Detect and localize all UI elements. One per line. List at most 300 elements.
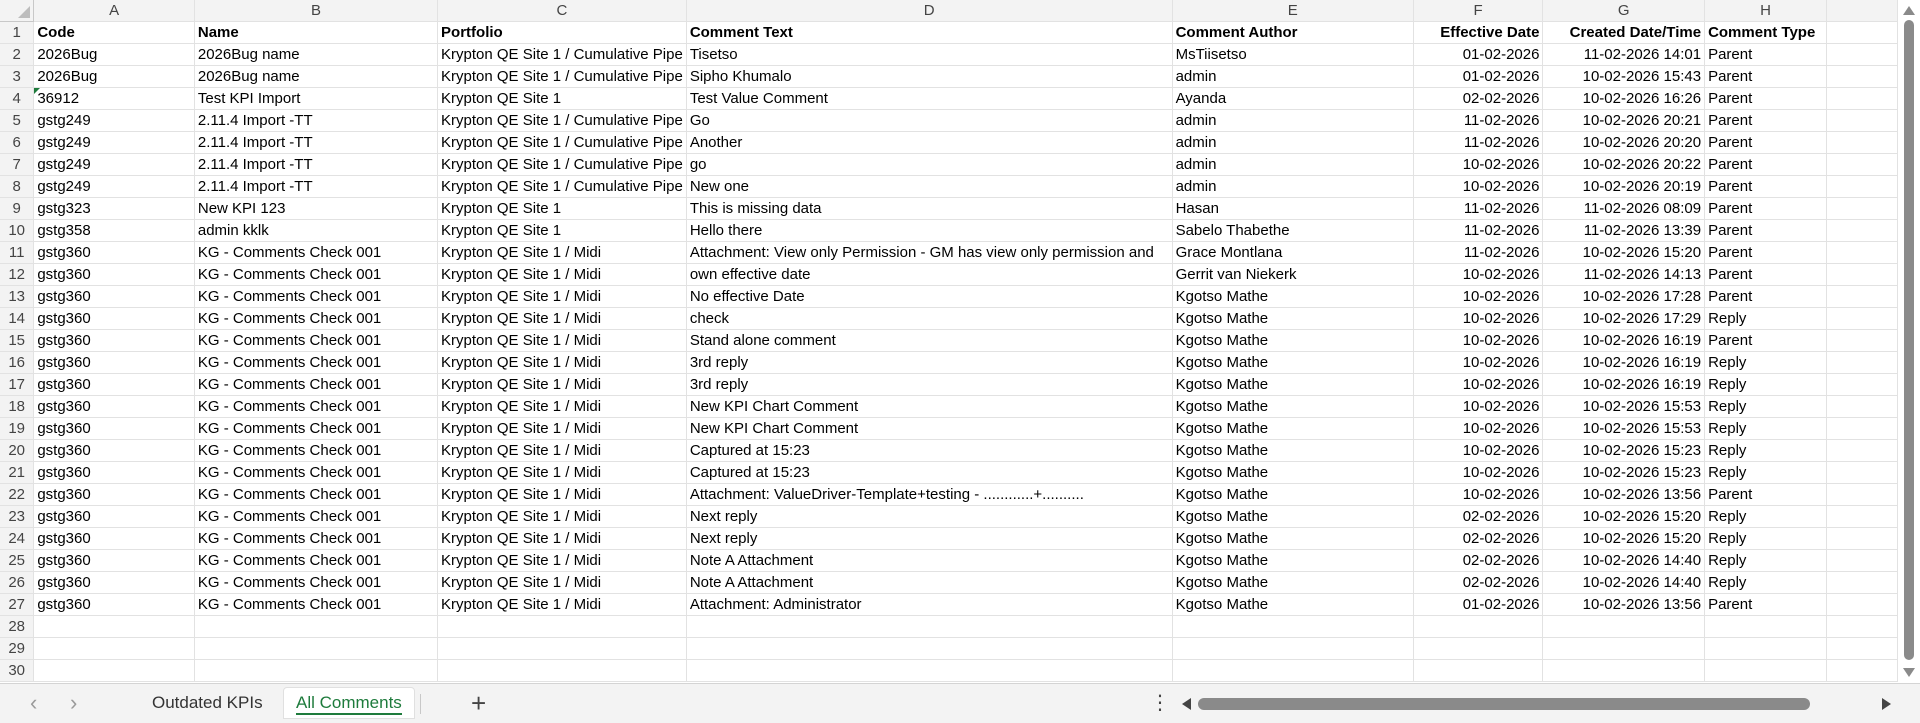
- cell[interactable]: Kgotso Mathe: [1172, 330, 1413, 352]
- cell[interactable]: 10-02-2026: [1413, 440, 1543, 462]
- cell[interactable]: 10-02-2026 15:43: [1543, 66, 1705, 88]
- row-number[interactable]: 11: [0, 242, 34, 264]
- cell[interactable]: gstg360: [34, 242, 195, 264]
- scroll-up-icon[interactable]: [1903, 6, 1915, 15]
- row-number[interactable]: 15: [0, 330, 34, 352]
- cell[interactable]: 11-02-2026 08:09: [1543, 198, 1705, 220]
- cell[interactable]: Another: [686, 132, 1172, 154]
- cell[interactable]: Kgotso Mathe: [1172, 594, 1413, 616]
- scroll-left-icon[interactable]: [1182, 698, 1191, 710]
- cell[interactable]: Next reply: [686, 506, 1172, 528]
- row-number[interactable]: 5: [0, 110, 34, 132]
- cell[interactable]: KG - Comments Check 001: [194, 264, 437, 286]
- cell[interactable]: Krypton QE Site 1 / Midi: [438, 264, 687, 286]
- column-title-cell[interactable]: Created Date/Time: [1543, 22, 1705, 44]
- cell[interactable]: 10-02-2026 20:20: [1543, 132, 1705, 154]
- cell[interactable]: 10-02-2026 16:19: [1543, 330, 1705, 352]
- column-title-cell[interactable]: Name: [194, 22, 437, 44]
- add-sheet-icon[interactable]: +: [471, 688, 487, 718]
- cell[interactable]: Reply: [1705, 528, 1827, 550]
- cell[interactable]: 2.11.4 Import -TT: [194, 110, 437, 132]
- cell[interactable]: Kgotso Mathe: [1172, 418, 1413, 440]
- cell[interactable]: [1826, 176, 1897, 198]
- cell[interactable]: [1413, 616, 1543, 638]
- column-header[interactable]: A: [34, 0, 195, 22]
- cell[interactable]: New KPI Chart Comment: [686, 418, 1172, 440]
- cell[interactable]: Krypton QE Site 1 / Midi: [438, 484, 687, 506]
- cell[interactable]: New KPI Chart Comment: [686, 396, 1172, 418]
- cell[interactable]: [1826, 660, 1897, 682]
- tab-outdated-kpis[interactable]: [140, 688, 275, 718]
- cell[interactable]: [1826, 396, 1897, 418]
- row-number[interactable]: 23: [0, 506, 34, 528]
- cell[interactable]: Reply: [1705, 374, 1827, 396]
- cell[interactable]: [1172, 660, 1413, 682]
- cell[interactable]: 10-02-2026: [1413, 418, 1543, 440]
- cell[interactable]: KG - Comments Check 001: [194, 352, 437, 374]
- cell[interactable]: 10-02-2026 20:19: [1543, 176, 1705, 198]
- cell[interactable]: [1413, 660, 1543, 682]
- column-title-cell[interactable]: Comment Author: [1172, 22, 1413, 44]
- row-number[interactable]: 9: [0, 198, 34, 220]
- cell[interactable]: [1413, 638, 1543, 660]
- column-header[interactable]: G: [1543, 0, 1705, 22]
- cell[interactable]: 2026Bug name: [194, 44, 437, 66]
- cell[interactable]: [1172, 616, 1413, 638]
- cell[interactable]: KG - Comments Check 001: [194, 440, 437, 462]
- more-options-icon[interactable]: ⋮: [1150, 692, 1170, 714]
- cell[interactable]: gstg323: [34, 198, 195, 220]
- column-header[interactable]: D: [686, 0, 1172, 22]
- cell[interactable]: Krypton QE Site 1 / Midi: [438, 308, 687, 330]
- column-title-cell[interactable]: Effective Date: [1413, 22, 1543, 44]
- cell[interactable]: [438, 660, 687, 682]
- cell[interactable]: Parent: [1705, 330, 1827, 352]
- cell[interactable]: 10-02-2026 15:20: [1543, 506, 1705, 528]
- row-number[interactable]: 20: [0, 440, 34, 462]
- cell[interactable]: Sipho Khumalo: [686, 66, 1172, 88]
- cell[interactable]: 10-02-2026 16:19: [1543, 374, 1705, 396]
- cell[interactable]: 10-02-2026 17:29: [1543, 308, 1705, 330]
- row-number[interactable]: 26: [0, 572, 34, 594]
- column-header[interactable]: F: [1413, 0, 1543, 22]
- cell[interactable]: Krypton QE Site 1 / Cumulative Pipe: [438, 44, 687, 66]
- cell[interactable]: Parent: [1705, 242, 1827, 264]
- cell[interactable]: gstg358: [34, 220, 195, 242]
- row-number[interactable]: 29: [0, 638, 34, 660]
- cell[interactable]: Parent: [1705, 132, 1827, 154]
- row-number[interactable]: 18: [0, 396, 34, 418]
- cell[interactable]: KG - Comments Check 001: [194, 506, 437, 528]
- row-number[interactable]: 22: [0, 484, 34, 506]
- cell[interactable]: [686, 616, 1172, 638]
- row-number[interactable]: 13: [0, 286, 34, 308]
- cell[interactable]: Hasan: [1172, 198, 1413, 220]
- cell[interactable]: [1826, 198, 1897, 220]
- cell[interactable]: Krypton QE Site 1 / Midi: [438, 594, 687, 616]
- cell[interactable]: Krypton QE Site 1 / Midi: [438, 418, 687, 440]
- cell[interactable]: 10-02-2026 14:40: [1543, 550, 1705, 572]
- scroll-right-icon[interactable]: [1882, 698, 1891, 710]
- cell[interactable]: Stand alone comment: [686, 330, 1172, 352]
- row-number[interactable]: 1: [0, 22, 34, 44]
- cell[interactable]: admin kklk: [194, 220, 437, 242]
- prev-sheet-icon[interactable]: ‹: [30, 690, 38, 715]
- cell[interactable]: Kgotso Mathe: [1172, 550, 1413, 572]
- cell[interactable]: [1826, 418, 1897, 440]
- cell[interactable]: [194, 616, 437, 638]
- cell[interactable]: [1826, 264, 1897, 286]
- cell[interactable]: 2026Bug: [34, 44, 195, 66]
- cell[interactable]: Go: [686, 110, 1172, 132]
- cell[interactable]: 10-02-2026: [1413, 374, 1543, 396]
- cell[interactable]: Parent: [1705, 198, 1827, 220]
- row-number[interactable]: 30: [0, 660, 34, 682]
- cell[interactable]: [1172, 638, 1413, 660]
- cell[interactable]: Krypton QE Site 1: [438, 198, 687, 220]
- cell[interactable]: 10-02-2026 16:26: [1543, 88, 1705, 110]
- cell[interactable]: 10-02-2026 17:28: [1543, 286, 1705, 308]
- cell[interactable]: gstg360: [34, 462, 195, 484]
- cell[interactable]: Kgotso Mathe: [1172, 506, 1413, 528]
- cell[interactable]: gstg249: [34, 154, 195, 176]
- cell[interactable]: [1826, 242, 1897, 264]
- vertical-scrollbar[interactable]: [1898, 0, 1920, 683]
- cell[interactable]: Parent: [1705, 110, 1827, 132]
- cell[interactable]: [1826, 110, 1897, 132]
- cell[interactable]: Krypton QE Site 1 / Cumulative Pipe: [438, 66, 687, 88]
- row-number[interactable]: 28: [0, 616, 34, 638]
- cell[interactable]: Test KPI Import: [194, 88, 437, 110]
- column-header[interactable]: B: [194, 0, 437, 22]
- cell[interactable]: [34, 638, 195, 660]
- cell[interactable]: admin: [1172, 154, 1413, 176]
- cell[interactable]: gstg360: [34, 484, 195, 506]
- cell[interactable]: KG - Comments Check 001: [194, 374, 437, 396]
- cell[interactable]: Krypton QE Site 1 / Midi: [438, 572, 687, 594]
- cell[interactable]: Krypton QE Site 1 / Cumulative Pipe: [438, 132, 687, 154]
- column-header[interactable]: H: [1705, 0, 1827, 22]
- cell[interactable]: KG - Comments Check 001: [194, 286, 437, 308]
- cell[interactable]: Krypton QE Site 1 / Midi: [438, 396, 687, 418]
- cell[interactable]: [1826, 572, 1897, 594]
- cell[interactable]: Attachment: ValueDriver-Template+testing - ............+..........: [686, 484, 1172, 506]
- cell[interactable]: 3rd reply: [686, 352, 1172, 374]
- cell[interactable]: gstg360: [34, 308, 195, 330]
- cell[interactable]: 11-02-2026 13:39: [1543, 220, 1705, 242]
- cell[interactable]: 2026Bug: [34, 66, 195, 88]
- cell[interactable]: Reply: [1705, 352, 1827, 374]
- row-number[interactable]: 25: [0, 550, 34, 572]
- column-header[interactable]: E: [1172, 0, 1413, 22]
- cell[interactable]: [1826, 22, 1897, 44]
- horizontal-scroll-thumb[interactable]: [1198, 698, 1810, 710]
- cell[interactable]: [1705, 616, 1827, 638]
- cell[interactable]: gstg360: [34, 374, 195, 396]
- cell[interactable]: [1543, 638, 1705, 660]
- cell[interactable]: gstg249: [34, 176, 195, 198]
- cell[interactable]: 10-02-2026: [1413, 308, 1543, 330]
- cell[interactable]: Sabelo Thabethe: [1172, 220, 1413, 242]
- cell[interactable]: 10-02-2026: [1413, 154, 1543, 176]
- cell[interactable]: 10-02-2026 15:53: [1543, 418, 1705, 440]
- cell[interactable]: Krypton QE Site 1: [438, 220, 687, 242]
- cell[interactable]: Krypton QE Site 1: [438, 88, 687, 110]
- cell[interactable]: Parent: [1705, 286, 1827, 308]
- cell[interactable]: KG - Comments Check 001: [194, 418, 437, 440]
- cell[interactable]: Parent: [1705, 176, 1827, 198]
- cell[interactable]: [438, 616, 687, 638]
- cell[interactable]: 10-02-2026 13:56: [1543, 594, 1705, 616]
- cell[interactable]: [194, 638, 437, 660]
- cell[interactable]: [1826, 330, 1897, 352]
- cell[interactable]: Krypton QE Site 1 / Midi: [438, 506, 687, 528]
- cell[interactable]: 10-02-2026: [1413, 462, 1543, 484]
- cell[interactable]: Captured at 15:23: [686, 440, 1172, 462]
- cell[interactable]: Parent: [1705, 594, 1827, 616]
- cell[interactable]: Grace Montlana: [1172, 242, 1413, 264]
- cell[interactable]: Krypton QE Site 1 / Midi: [438, 374, 687, 396]
- cell[interactable]: 02-02-2026: [1413, 506, 1543, 528]
- cell[interactable]: 36912: [34, 88, 195, 110]
- cell[interactable]: Attachment: View only Permission - GM has view only permission and: [686, 242, 1172, 264]
- cell[interactable]: go: [686, 154, 1172, 176]
- row-number[interactable]: 10: [0, 220, 34, 242]
- cell[interactable]: gstg360: [34, 440, 195, 462]
- cell[interactable]: 01-02-2026: [1413, 66, 1543, 88]
- row-number[interactable]: 8: [0, 176, 34, 198]
- cell[interactable]: MsTiisetso: [1172, 44, 1413, 66]
- tab-all-comments[interactable]: [284, 688, 414, 718]
- cell[interactable]: Gerrit van Niekerk: [1172, 264, 1413, 286]
- cell[interactable]: Next reply: [686, 528, 1172, 550]
- row-number[interactable]: 17: [0, 374, 34, 396]
- cell[interactable]: Reply: [1705, 506, 1827, 528]
- cell[interactable]: KG - Comments Check 001: [194, 462, 437, 484]
- cell[interactable]: Kgotso Mathe: [1172, 440, 1413, 462]
- cell[interactable]: KG - Comments Check 001: [194, 242, 437, 264]
- cell[interactable]: Reply: [1705, 440, 1827, 462]
- cell[interactable]: Tisetso: [686, 44, 1172, 66]
- cell[interactable]: Ayanda: [1172, 88, 1413, 110]
- cell[interactable]: admin: [1172, 132, 1413, 154]
- cell[interactable]: Kgotso Mathe: [1172, 462, 1413, 484]
- cell[interactable]: gstg360: [34, 594, 195, 616]
- cell[interactable]: 10-02-2026: [1413, 286, 1543, 308]
- cell[interactable]: Note A Attachment: [686, 572, 1172, 594]
- row-number[interactable]: 12: [0, 264, 34, 286]
- cell[interactable]: Krypton QE Site 1 / Midi: [438, 550, 687, 572]
- cell[interactable]: 10-02-2026 15:23: [1543, 462, 1705, 484]
- column-header[interactable]: C: [438, 0, 687, 22]
- cell[interactable]: Kgotso Mathe: [1172, 308, 1413, 330]
- cell[interactable]: gstg360: [34, 418, 195, 440]
- row-number[interactable]: 2: [0, 44, 34, 66]
- cell[interactable]: Krypton QE Site 1 / Midi: [438, 528, 687, 550]
- cell[interactable]: New one: [686, 176, 1172, 198]
- cell[interactable]: 3rd reply: [686, 374, 1172, 396]
- cell[interactable]: 10-02-2026 20:22: [1543, 154, 1705, 176]
- cell[interactable]: Krypton QE Site 1 / Midi: [438, 440, 687, 462]
- cell[interactable]: Reply: [1705, 308, 1827, 330]
- cell[interactable]: [1543, 660, 1705, 682]
- cell[interactable]: 10-02-2026: [1413, 330, 1543, 352]
- column-title-cell[interactable]: Comment Text: [686, 22, 1172, 44]
- cell[interactable]: 10-02-2026 16:19: [1543, 352, 1705, 374]
- row-number[interactable]: 21: [0, 462, 34, 484]
- cell[interactable]: gstg249: [34, 132, 195, 154]
- cell[interactable]: admin: [1172, 176, 1413, 198]
- cell[interactable]: [1826, 550, 1897, 572]
- cell[interactable]: 02-02-2026: [1413, 572, 1543, 594]
- cell[interactable]: Parent: [1705, 220, 1827, 242]
- cell[interactable]: KG - Comments Check 001: [194, 550, 437, 572]
- cell[interactable]: [1826, 132, 1897, 154]
- cell[interactable]: [1826, 462, 1897, 484]
- row-number[interactable]: 6: [0, 132, 34, 154]
- cell[interactable]: Parent: [1705, 66, 1827, 88]
- cell[interactable]: [1826, 616, 1897, 638]
- cell[interactable]: [1826, 66, 1897, 88]
- cell[interactable]: 2.11.4 Import -TT: [194, 154, 437, 176]
- cell[interactable]: [1826, 154, 1897, 176]
- row-number[interactable]: 4: [0, 88, 34, 110]
- cell[interactable]: 11-02-2026 14:01: [1543, 44, 1705, 66]
- cell[interactable]: gstg360: [34, 528, 195, 550]
- cell[interactable]: 10-02-2026: [1413, 264, 1543, 286]
- cell[interactable]: 11-02-2026: [1413, 132, 1543, 154]
- cell[interactable]: gstg360: [34, 264, 195, 286]
- cell[interactable]: 02-02-2026: [1413, 550, 1543, 572]
- cell[interactable]: This is missing data: [686, 198, 1172, 220]
- cell[interactable]: 11-02-2026: [1413, 220, 1543, 242]
- cell[interactable]: 11-02-2026 14:13: [1543, 264, 1705, 286]
- row-number[interactable]: 24: [0, 528, 34, 550]
- cell[interactable]: [194, 660, 437, 682]
- cell[interactable]: [34, 616, 195, 638]
- cell[interactable]: Captured at 15:23: [686, 462, 1172, 484]
- cell[interactable]: gstg360: [34, 352, 195, 374]
- cell[interactable]: [1826, 374, 1897, 396]
- cell[interactable]: [1826, 528, 1897, 550]
- cell[interactable]: Krypton QE Site 1 / Cumulative Pipe: [438, 176, 687, 198]
- row-number[interactable]: 19: [0, 418, 34, 440]
- cell[interactable]: gstg360: [34, 506, 195, 528]
- cell[interactable]: KG - Comments Check 001: [194, 396, 437, 418]
- cell[interactable]: [686, 660, 1172, 682]
- cell[interactable]: [1826, 594, 1897, 616]
- cell[interactable]: Hello there: [686, 220, 1172, 242]
- cell[interactable]: 10-02-2026 15:53: [1543, 396, 1705, 418]
- next-sheet-icon[interactable]: ›: [70, 690, 78, 715]
- row-number[interactable]: 14: [0, 308, 34, 330]
- cell[interactable]: 10-02-2026 15:23: [1543, 440, 1705, 462]
- cell[interactable]: gstg360: [34, 286, 195, 308]
- select-all-corner[interactable]: [0, 0, 34, 22]
- cell[interactable]: Krypton QE Site 1 / Midi: [438, 242, 687, 264]
- cell[interactable]: Note A Attachment: [686, 550, 1172, 572]
- cell[interactable]: 2.11.4 Import -TT: [194, 132, 437, 154]
- cell[interactable]: 01-02-2026: [1413, 44, 1543, 66]
- row-number[interactable]: 7: [0, 154, 34, 176]
- cell[interactable]: [1826, 308, 1897, 330]
- cell[interactable]: Parent: [1705, 88, 1827, 110]
- row-number[interactable]: 27: [0, 594, 34, 616]
- cell[interactable]: Krypton QE Site 1 / Midi: [438, 330, 687, 352]
- cell[interactable]: Parent: [1705, 154, 1827, 176]
- cell[interactable]: Kgotso Mathe: [1172, 484, 1413, 506]
- cell[interactable]: 10-02-2026 20:21: [1543, 110, 1705, 132]
- cell[interactable]: 2026Bug name: [194, 66, 437, 88]
- cell[interactable]: 01-02-2026: [1413, 594, 1543, 616]
- cell[interactable]: Reply: [1705, 572, 1827, 594]
- cell[interactable]: Krypton QE Site 1 / Midi: [438, 286, 687, 308]
- row-number[interactable]: 16: [0, 352, 34, 374]
- cell[interactable]: [1826, 638, 1897, 660]
- cell[interactable]: 11-02-2026: [1413, 110, 1543, 132]
- cell[interactable]: [1826, 440, 1897, 462]
- cell[interactable]: check: [686, 308, 1172, 330]
- cell[interactable]: admin: [1172, 110, 1413, 132]
- cell[interactable]: Krypton QE Site 1 / Midi: [438, 352, 687, 374]
- cell[interactable]: admin: [1172, 66, 1413, 88]
- column-title-cell[interactable]: Comment Type: [1705, 22, 1827, 44]
- cell[interactable]: Krypton QE Site 1 / Midi: [438, 462, 687, 484]
- cell[interactable]: KG - Comments Check 001: [194, 572, 437, 594]
- cell[interactable]: KG - Comments Check 001: [194, 528, 437, 550]
- cell[interactable]: KG - Comments Check 001: [194, 484, 437, 506]
- cell[interactable]: 10-02-2026: [1413, 484, 1543, 506]
- cell[interactable]: Reply: [1705, 550, 1827, 572]
- cell[interactable]: 10-02-2026: [1413, 396, 1543, 418]
- vertical-scroll-thumb[interactable]: [1904, 20, 1914, 660]
- cell[interactable]: [1826, 506, 1897, 528]
- cell[interactable]: 10-02-2026 13:56: [1543, 484, 1705, 506]
- row-number[interactable]: 3: [0, 66, 34, 88]
- cell[interactable]: 10-02-2026 15:20: [1543, 242, 1705, 264]
- cell[interactable]: gstg249: [34, 110, 195, 132]
- cell[interactable]: Kgotso Mathe: [1172, 396, 1413, 418]
- cell[interactable]: gstg360: [34, 396, 195, 418]
- cell[interactable]: 10-02-2026 14:40: [1543, 572, 1705, 594]
- cell[interactable]: 02-02-2026: [1413, 528, 1543, 550]
- cell[interactable]: Reply: [1705, 418, 1827, 440]
- cell[interactable]: [1826, 220, 1897, 242]
- cell[interactable]: Krypton QE Site 1 / Cumulative Pipe: [438, 154, 687, 176]
- cell[interactable]: [438, 638, 687, 660]
- scroll-down-icon[interactable]: [1903, 668, 1915, 677]
- cell[interactable]: [1543, 616, 1705, 638]
- cell[interactable]: [1826, 352, 1897, 374]
- cell[interactable]: [1826, 88, 1897, 110]
- column-header[interactable]: [1826, 0, 1897, 22]
- cell[interactable]: Kgotso Mathe: [1172, 528, 1413, 550]
- cell[interactable]: 10-02-2026: [1413, 352, 1543, 374]
- cell[interactable]: 11-02-2026: [1413, 242, 1543, 264]
- cell[interactable]: Kgotso Mathe: [1172, 374, 1413, 396]
- cell[interactable]: Kgotso Mathe: [1172, 286, 1413, 308]
- cell[interactable]: [1705, 638, 1827, 660]
- cell[interactable]: [686, 638, 1172, 660]
- cell[interactable]: [34, 660, 195, 682]
- cell[interactable]: 02-02-2026: [1413, 88, 1543, 110]
- cell[interactable]: Kgotso Mathe: [1172, 572, 1413, 594]
- cell[interactable]: Parent: [1705, 264, 1827, 286]
- cell[interactable]: [1826, 484, 1897, 506]
- cell[interactable]: 10-02-2026 15:20: [1543, 528, 1705, 550]
- cell[interactable]: Parent: [1705, 484, 1827, 506]
- cell[interactable]: KG - Comments Check 001: [194, 594, 437, 616]
